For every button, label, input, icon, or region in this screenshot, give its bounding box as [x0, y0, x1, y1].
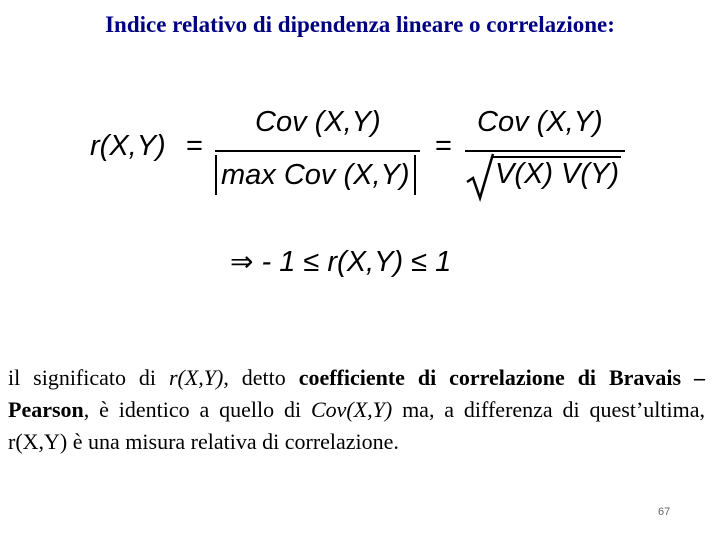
radicand: V(X) V(Y) — [495, 158, 620, 190]
numerator-cov: Cov (X,Y) — [477, 106, 603, 138]
text-run: ma, a differenza di quest’ultima, r(X,Y) è una misura relativa di correlazione. — [8, 397, 705, 454]
slide-title: Indice relativo di dipendenza lineare o correlazione: — [105, 12, 615, 37]
denominator-sqrt — [465, 156, 621, 191]
bounds-inequality — [230, 245, 530, 279]
page-number: 67 — [658, 506, 671, 518]
formula-lhs: r(X,Y) — [90, 130, 166, 162]
cov-xy-term: Cov(X,Y) — [310, 397, 393, 422]
coefficient-name: coefficiente di correlazione di Bravais – Pearson — [8, 365, 705, 422]
text-run: , detto — [223, 365, 299, 390]
radical-icon — [465, 152, 495, 202]
denominator-abs — [215, 155, 416, 195]
equals-sign: = — [435, 130, 452, 162]
fraction-bar — [215, 150, 420, 152]
sqrt-symbol — [465, 156, 621, 191]
explanation-paragraph — [8, 362, 705, 458]
r-xy-term: r(X,Y) — [168, 365, 224, 390]
absolute-value: max Cov (X,Y) — [215, 155, 416, 195]
correlation-formula — [90, 100, 650, 210]
text-run: il significato di — [8, 365, 169, 390]
equals-sign: = — [186, 130, 203, 162]
implies-arrow-icon: ⇒ — [230, 246, 254, 277]
numerator-cov: Cov (X,Y) — [255, 106, 381, 138]
text-run: , è identico a quello di — [83, 397, 311, 422]
inequality-expression: - 1 ≤ r(X,Y) ≤ 1 — [261, 246, 452, 278]
